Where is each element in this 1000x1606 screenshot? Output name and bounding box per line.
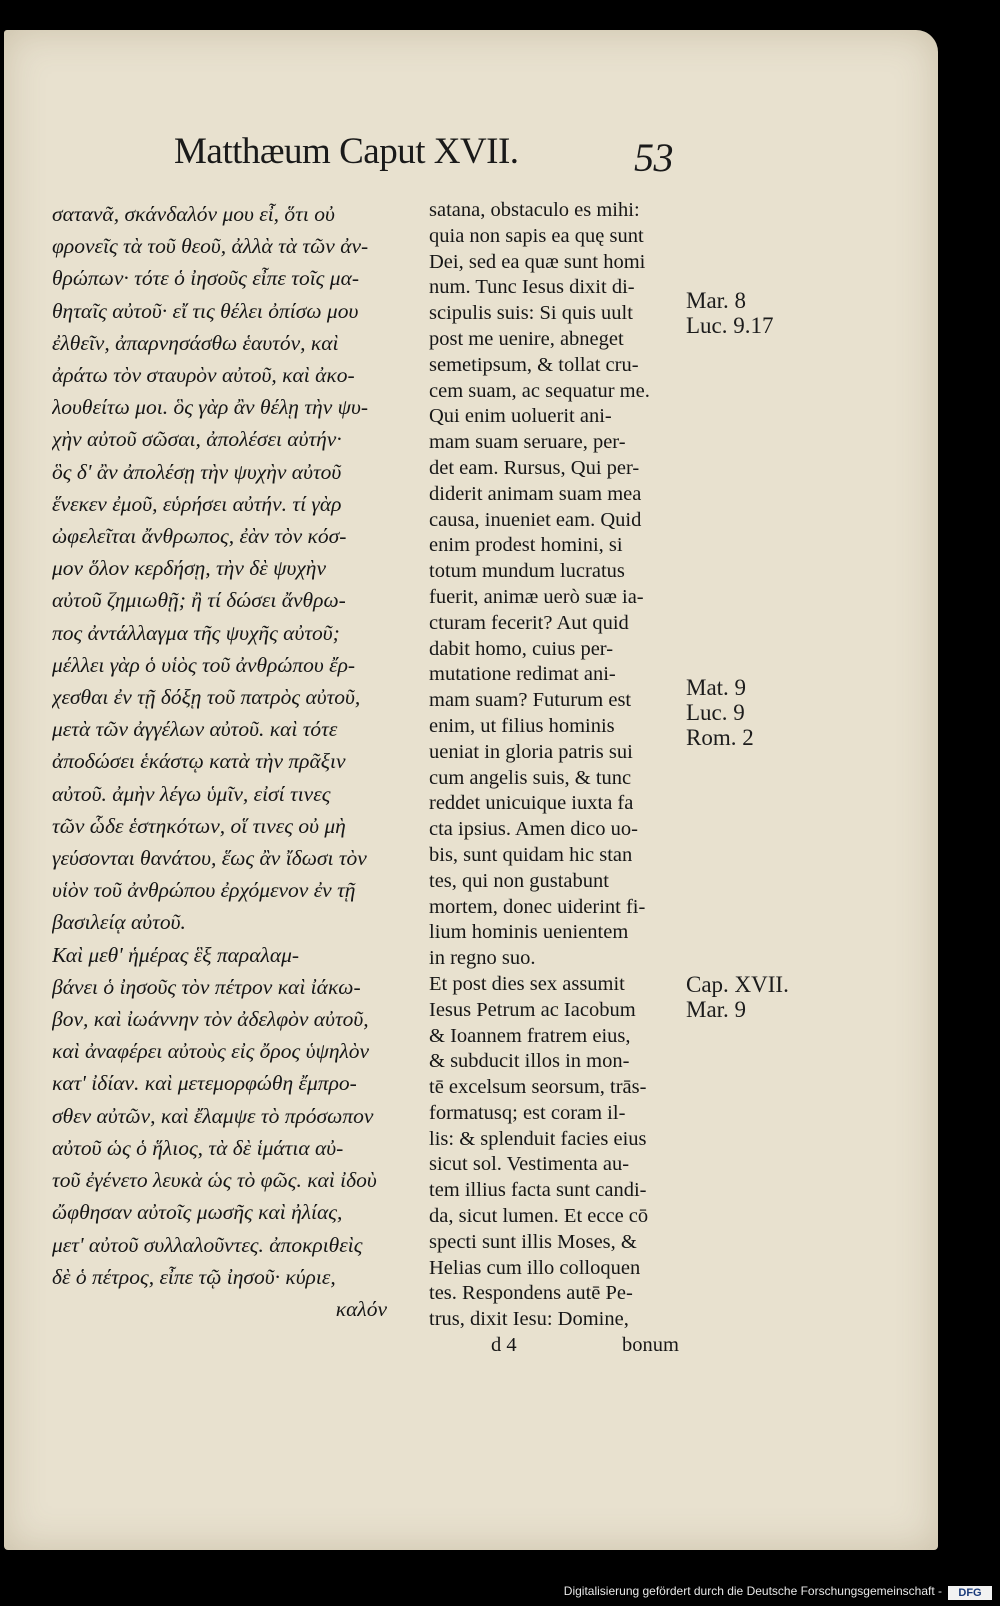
latin-line: semetipsum, & tollat cru-: [429, 353, 639, 376]
latin-line: num. Tunc Iesus dixit di-: [429, 276, 635, 299]
greek-catchword: καλόν: [335, 1296, 387, 1321]
margin-note-2: [686, 675, 836, 750]
greek-line: κατ' ἰδίαν. καὶ μετεμορφώθη ἔμπρο-: [52, 1071, 357, 1096]
greek-line: φρονεῖς τὰ τοῦ θεοῦ, ἀλλὰ τὰ τῶν ἀν-: [52, 234, 369, 259]
greek-line: χὴν αὐτοῦ σῶσαι, ἀπολέσει αὐτήν·: [52, 427, 342, 452]
greek-line: αὐτοῦ ὡς ὁ ἥλιος, τὰ δὲ ἱμάτια αὐ-: [52, 1135, 344, 1160]
greek-line: θηταῖς αὐτοῦ· εἴ τις θέλει ὀπίσω μου: [52, 298, 359, 323]
latin-line: reddet unicuique iuxta fa: [429, 792, 634, 815]
running-header: [174, 130, 734, 190]
latin-line: tē excelsum seorsum, trās-: [429, 1076, 647, 1099]
page-number: 53: [634, 135, 673, 180]
greek-line: ὤφθησαν αὐτοῖς μωσῆς καὶ ἠλίας,: [52, 1200, 343, 1225]
dfg-logo: DFG: [948, 1586, 992, 1600]
latin-text-column: [429, 198, 679, 1359]
greek-line: τοῦ ἐγένετο λευκὰ ὡς τὸ φῶς. καὶ ἰδοὺ: [52, 1168, 377, 1193]
greek-line: ἀράτω τὸν σταυρὸν αὐτοῦ, καὶ ἀκο-: [52, 363, 355, 388]
latin-line: quia non sapis ea quę sunt: [429, 224, 644, 247]
latin-line: Dei, sed ea quæ sunt homi: [429, 250, 646, 273]
latin-line: formatusq; est coram il-: [429, 1101, 626, 1124]
greek-line: μον ὅλον κερδήσῃ, τὴν δὲ ψυχὴν: [52, 556, 326, 581]
greek-line: δὲ ὁ πέτρος, εἶπε τῷ ἰησοῦ· κύριε,: [52, 1264, 336, 1289]
latin-line: tem illius facta sunt candi-: [429, 1179, 647, 1202]
greek-line: αὐτοῦ. ἀμὴν λέγω ὑμῖν, εἰσί τινες: [52, 781, 331, 806]
latin-line: scipulis suis: Si quis uult: [429, 302, 633, 325]
latin-line: lis: & splenduit facies eius: [429, 1127, 647, 1150]
greek-line: χεσθαι ἐν τῇ δόξῃ τοῦ πατρὸς αὐτοῦ,: [52, 685, 361, 710]
margin-note-3: [686, 972, 836, 1022]
greek-line: βασιλείᾳ αὐτοῦ.: [52, 910, 186, 935]
greek-line: σατανᾶ, σκάνδαλόν μου εἶ, ὅτι οὐ: [52, 202, 335, 226]
greek-line: πος ἀντάλλαγμα τῆς ψυχῆς αὐτοῦ;: [52, 620, 340, 645]
greek-line: καὶ ἀναφέρει αὐτοὺς εἰς ὄρος ὑψηλὸν: [52, 1039, 370, 1064]
greek-line: μετὰ τῶν ἀγγέλων αὐτοῦ. καὶ τότε: [52, 717, 338, 742]
latin-line: bis, sunt quidam hic stan: [429, 843, 633, 866]
running-title: Matthæum Caput XVII.: [174, 131, 519, 172]
margin-reference: Mat. 9: [686, 675, 747, 700]
latin-line: cturam fecerit? Aut quid: [429, 611, 629, 634]
margin-reference: Cap. XVII.: [686, 972, 789, 997]
latin-line: Helias cum illo colloquen: [429, 1256, 641, 1279]
latin-line: da, sicut lumen. Et ecce cō: [429, 1205, 649, 1228]
latin-line: Iesus Petrum ac Iacobum: [429, 998, 636, 1021]
footer-bar: [0, 1556, 1000, 1606]
funding-credit: Digitalisierung gefördert durch die Deutsche Forschungsgemeinschaft -: [563, 1584, 942, 1598]
latin-line: sicut sol. Vestimenta au-: [429, 1153, 630, 1176]
latin-line: satana, obstaculo es mihi:: [429, 199, 640, 221]
greek-line: ἐλθεῖν, ἀπαρνησάσθω ἑαυτόν, καὶ: [52, 330, 339, 355]
latin-line: in regno suo.: [429, 947, 536, 970]
latin-line: totum mundum lucratus: [429, 560, 625, 583]
greek-line: τῶν ὧδε ἑστηκότων, οἵ τινες οὐ μὴ: [52, 813, 346, 838]
latin-line: cum angelis suis, & tunc: [429, 766, 632, 789]
margin-reference: Luc. 9: [686, 700, 745, 725]
greek-line: υἱὸν τοῦ ἀνθρώπου ἐρχόμενον ἐν τῇ: [52, 878, 356, 903]
latin-line: cta ipsius. Amen dico uo-: [429, 818, 638, 841]
margin-note-1: [686, 288, 836, 338]
latin-line: tes. Respondens autē Pe-: [429, 1282, 633, 1305]
latin-line: fuerit, animæ uerò suæ ia-: [429, 585, 644, 608]
margin-reference: Mar. 8: [686, 288, 747, 313]
latin-line: tes, qui non gustabunt: [429, 869, 609, 892]
latin-line: Qui enim uoluerit ani-: [429, 405, 612, 428]
latin-line: dabit homo, cuius per-: [429, 637, 614, 660]
greek-line: ἀποδώσει ἑκάστῳ κατὰ τὴν πρᾶξιν: [52, 749, 346, 774]
greek-line: Καὶ μεθ' ἡμέρας ἓξ παραλαμ-: [52, 942, 300, 967]
greek-text-column: [52, 198, 422, 1325]
greek-line: μετ' αὐτοῦ συλλαλοῦντες. ἀποκριθεὶς: [52, 1232, 363, 1257]
greek-line: βον, καὶ ἰωάννην τὸν ἀδελφὸν αὐτοῦ,: [52, 1007, 369, 1032]
greek-line: βάνει ὁ ἰησοῦς τὸν πέτρον καὶ ἰάκω-: [52, 974, 361, 999]
latin-line: mam suam? Futurum est: [429, 689, 632, 712]
signature-mark: d 4: [491, 1334, 517, 1357]
signature-row: [429, 1333, 679, 1359]
greek-line: αὐτοῦ ζημιωθῇ; ἢ τί δώσει ἄνθρω-: [52, 588, 346, 613]
greek-line: μέλλει γὰρ ὁ υἱὸς τοῦ ἀνθρώπου ἔρ-: [52, 652, 356, 677]
greek-line: ὠφελεῖται ἄνθρωπος, ἐὰν τὸν κόσ-: [52, 524, 347, 549]
greek-line: σθεν αὐτῶν, καὶ ἔλαμψε τὸ πρόσωπον: [52, 1103, 374, 1128]
margin-reference: Luc. 9.17: [686, 313, 774, 338]
latin-line: diderit animam suam mea: [429, 482, 642, 505]
book-page: [4, 30, 938, 1550]
latin-line: & subducit illos in mon-: [429, 1050, 630, 1073]
greek-line: θρώπων· τότε ὁ ἰησοῦς εἶπε τοῖς μα-: [52, 266, 360, 291]
latin-line: mutatione redimat ani-: [429, 663, 616, 686]
greek-line: γεύσονται θανάτου, ἕως ἂν ἴδωσι τὸν: [52, 846, 367, 871]
latin-line: Et post dies sex assumit: [429, 972, 625, 995]
latin-line: & Ioannem fratrem eius,: [429, 1024, 631, 1047]
latin-line: mortem, donec uiderint fi-: [429, 895, 646, 918]
latin-line: cem suam, ac sequatur me.: [429, 379, 650, 402]
greek-line: λουθείτω μοι. ὃς γὰρ ἂν θέλῃ τὴν ψυ-: [52, 395, 369, 420]
latin-catchword: bonum: [622, 1334, 679, 1357]
latin-line: post me uenire, abneget: [429, 327, 624, 350]
latin-line: specti sunt illis Moses, &: [429, 1230, 637, 1253]
latin-line: mam suam seruare, per-: [429, 431, 626, 454]
latin-line: det eam. Rursus, Qui per-: [429, 456, 640, 479]
greek-line: ὃς δ' ἂν ἀπολέσῃ τὴν ψυχὴν αὐτοῦ: [52, 459, 342, 484]
greek-line: ἕνεκεν ἐμοῦ, εὑρήσει αὐτήν. τί γὰρ: [52, 491, 342, 516]
latin-line: trus, dixit Iesu: Domine,: [429, 1308, 629, 1331]
margin-reference: Rom. 2: [686, 725, 754, 750]
latin-line: lium hominis uenientem: [429, 921, 629, 944]
latin-line: ueniat in gloria patris sui: [429, 740, 633, 763]
latin-line: enim, ut filius hominis: [429, 714, 615, 737]
margin-reference: Mar. 9: [686, 997, 747, 1022]
latin-line: enim prodest homini, si: [429, 534, 623, 557]
latin-line: causa, inueniet eam. Quid: [429, 508, 642, 531]
